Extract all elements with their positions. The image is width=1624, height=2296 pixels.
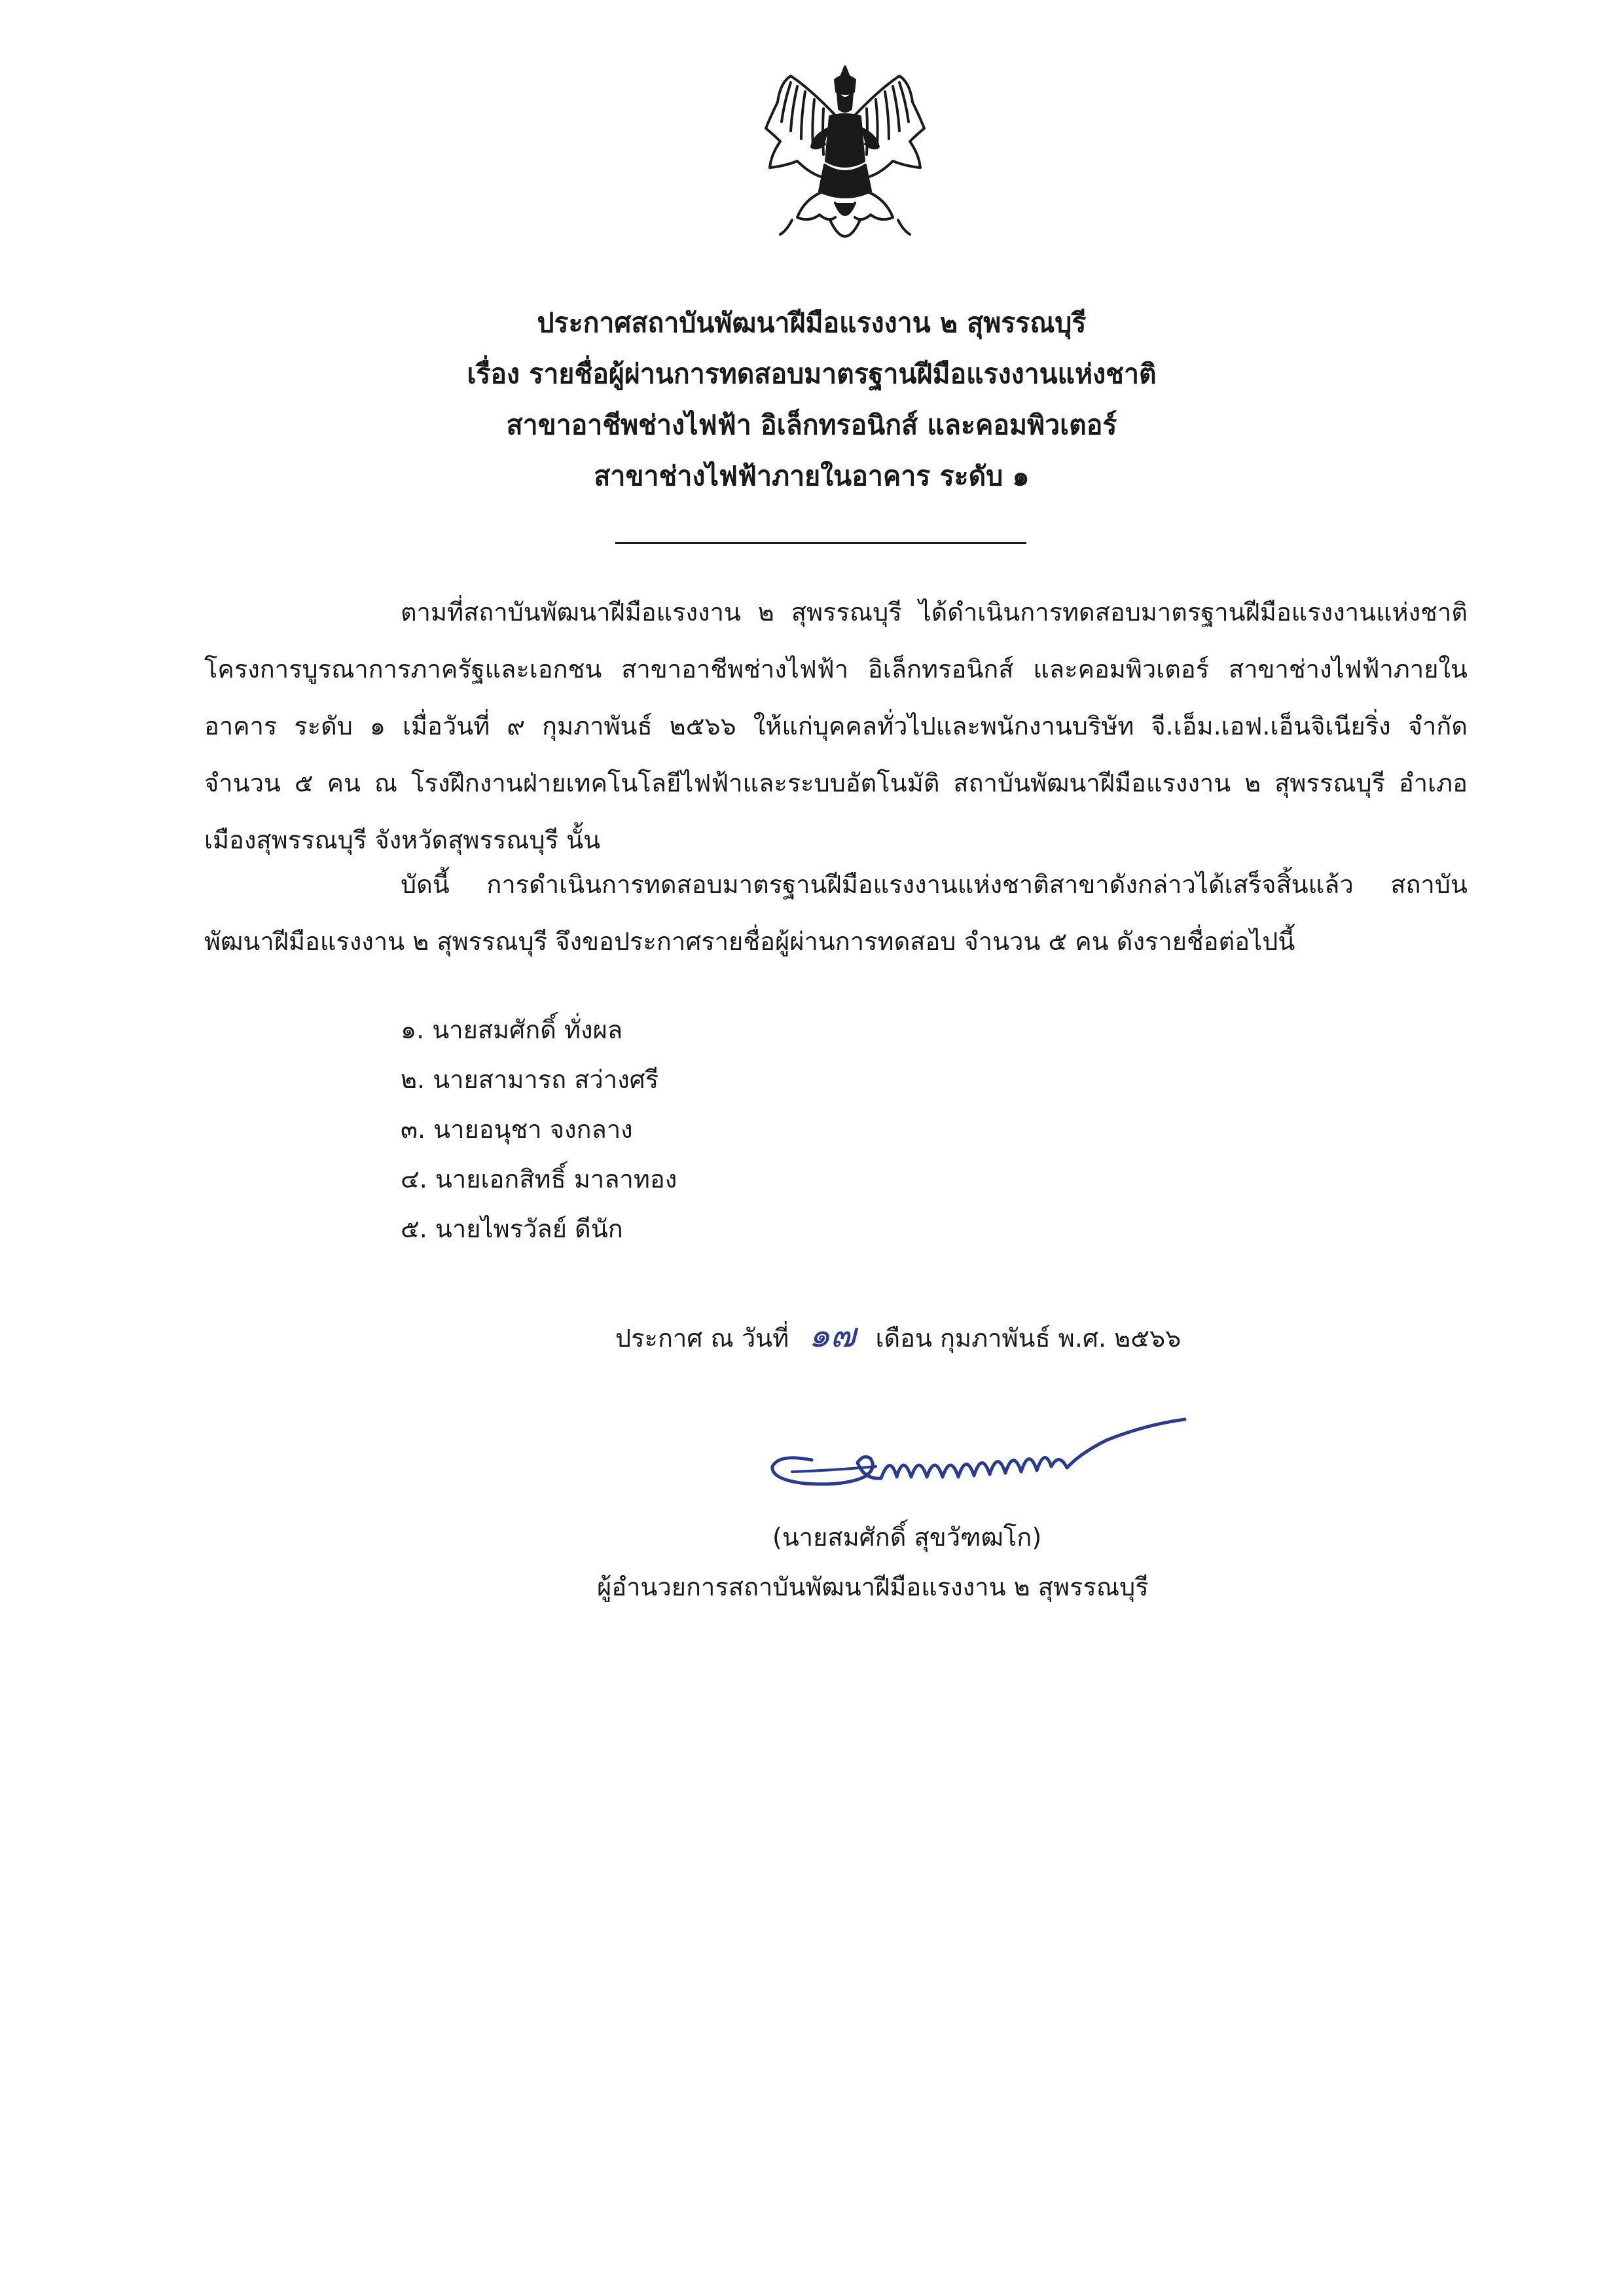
announcement-date [615,1313,1181,1361]
date-suffix: เดือน กุมภาพันธ์ พ.ศ. ๒๕๖๖ [875,1324,1182,1353]
garuda-emblem-icon [751,63,939,253]
heading-divider [615,542,1026,544]
announcement-title: ประกาศสถาบันพัฒนาฝีมือแรงงาน ๒ สุพรรณบุรี [537,307,1087,338]
handwritten-signature [766,1414,1198,1512]
body-paragraph-1: ตามที่สถาบันพัฒนาฝีมือแรงงาน ๒ สุพรรณบุรี ได้ดำเนินการทดสอบมาตรฐานฝีมือแรงงานแห่งชาติ โครงการบูรณาการภาครัฐและเอกชน สาขาอาชีพช่างไฟฟ้า อิเล็กทรอนิกส์ และคอมพิวเตอร์ สาขาช่างไฟฟ้าภายในอาคาร ระดับ ๑ เมื่อวันที่ ๙ กุมภาพันธ์ ๒๕๖๖ ให้แก่บุคคลทั่วไปและพนักงานบริษัท จี.เอ็ม.เอฟ.เอ็นจิเนียริ่ง จำกัด จำนวน ๕ คน ณ โรงฝึกงานฝ่ายเทคโนโลยีไฟฟ้าและระบบอัตโนมัติ สถาบันพัฒนาฝีมือแรงงาน ๒ สุพรรณบุรี อำเภอเมืองสุพรรณบุรี จังหวัดสุพรรณบุรี นั้น [204,598,1468,854]
announcement-branch-level: สาขาช่างไฟฟ้าภายในอาคาร ระดับ ๑ [594,460,1030,492]
announcement-subject: เรื่อง รายชื่อผู้ผ่านการทดสอบมาตรฐานฝีมือแรงงานแห่งชาติ [467,358,1157,390]
signer-position: ผู้อำนวยการสถาบันพัฒนาฝีมือแรงงาน ๒ สุพรรณบุรี [597,1573,1149,1601]
list-item: ๕. นายไพรวัลย์ ดีนัก [401,1214,623,1243]
signer-name: (นายสมศักดิ์ สุขวัฑฒโก) [772,1523,1042,1552]
announcement-occupation: สาขาอาชีพช่างไฟฟ้า อิเล็กทรอนิกส์ และคอมพิวเตอร์ [506,409,1117,441]
list-item: ๓. นายอนุชา จงกลาง [401,1115,633,1144]
list-item: ๒. นายสามารถ สว่างศรี [401,1065,659,1094]
passed-names-list [401,1005,677,1254]
handwritten-day: ๑๗ [808,1316,856,1355]
date-prefix: ประกาศ ณ วันที่ [615,1324,789,1353]
body-paragraph-2: บัดนี้ การดำเนินการทดสอบมาตรฐานฝีมือแรงงานแห่งชาติสาขาดังกล่าวได้เสร็จสิ้นแล้ว สถาบันพัฒนาฝีมือแรงงาน ๒ สุพรรณบุรี จึงขอประกาศรายชื่อผู้ผ่านการทดสอบ จำนวน ๕ คน ดังรายชื่อต่อไปนี้ [204,870,1468,956]
list-item: ๔. นายเอกสิทธิ์ มาลาทอง [401,1165,677,1194]
list-item: ๑. นายสมศักดิ์ ทั่งผล [401,1015,623,1044]
